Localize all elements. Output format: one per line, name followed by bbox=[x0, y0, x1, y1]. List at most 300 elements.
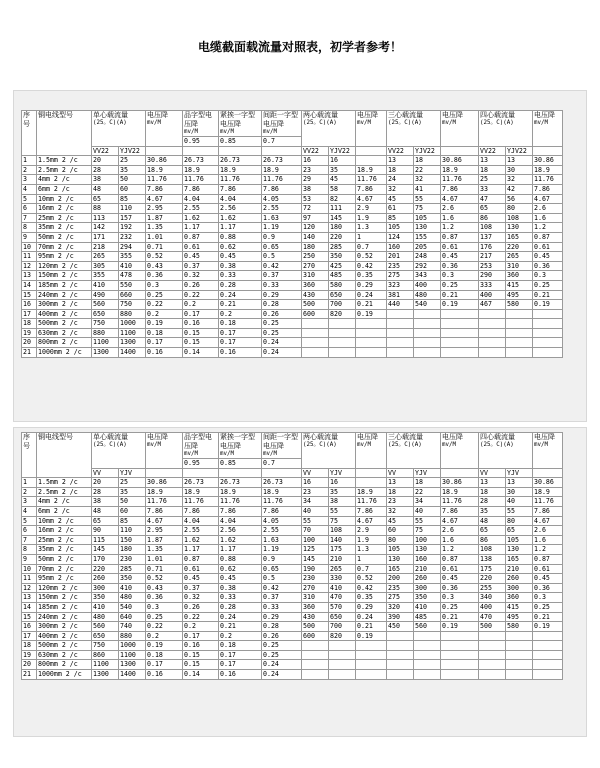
data-cell: 4.04 bbox=[183, 194, 219, 204]
data-cell: 11.76 bbox=[262, 497, 302, 507]
empty-cell bbox=[441, 468, 479, 478]
data-cell: 0.45 bbox=[441, 252, 479, 262]
data-cell bbox=[506, 328, 533, 338]
data-cell: 210 bbox=[506, 564, 533, 574]
data-cell: 1.2 bbox=[533, 545, 563, 555]
row-number: 4 bbox=[22, 184, 37, 194]
cable-model: 300mm 2 /c bbox=[37, 300, 92, 310]
table-row bbox=[22, 194, 563, 204]
data-cell: 72 bbox=[302, 204, 329, 214]
header-label: 电压降 bbox=[534, 111, 555, 119]
data-cell: 0.25 bbox=[441, 280, 479, 290]
table-row bbox=[22, 574, 563, 584]
data-cell: 485 bbox=[329, 271, 356, 281]
data-cell: 175 bbox=[479, 564, 506, 574]
type-cell: YJV22 bbox=[329, 146, 356, 156]
data-cell: 0.22 bbox=[183, 290, 219, 300]
data-cell: 0.16 bbox=[219, 670, 262, 680]
data-cell: 30.86 bbox=[441, 478, 479, 488]
row-number: 7 bbox=[22, 213, 37, 223]
data-cell: 18.9 bbox=[146, 487, 183, 497]
row-number: 10 bbox=[22, 564, 37, 574]
data-cell: 0.25 bbox=[533, 280, 563, 290]
cable-table-plain bbox=[21, 432, 563, 680]
data-cell: 2.55 bbox=[262, 526, 302, 536]
header-label: 三心载流量 bbox=[388, 111, 423, 119]
data-cell: 235 bbox=[387, 261, 414, 271]
header-unit: mv/M bbox=[357, 442, 371, 448]
data-cell: 124 bbox=[387, 232, 414, 242]
data-cell: 18.9 bbox=[219, 487, 262, 497]
data-cell: 11.76 bbox=[441, 175, 479, 185]
data-cell: 0.24 bbox=[262, 348, 302, 358]
data-cell: 0.29 bbox=[356, 602, 387, 612]
data-cell: 4.67 bbox=[146, 516, 183, 526]
data-cell: 2.56 bbox=[219, 204, 262, 214]
data-cell: 0.35 bbox=[356, 271, 387, 281]
data-cell bbox=[329, 670, 356, 680]
data-cell: 0.38 bbox=[219, 583, 262, 593]
cable-model: 1.5mm 2 /c bbox=[37, 156, 92, 166]
header-cell bbox=[92, 111, 146, 147]
data-cell: 0.3 bbox=[146, 602, 183, 612]
row-number: 19 bbox=[22, 650, 37, 660]
data-cell: 130 bbox=[414, 223, 441, 233]
data-cell: 0.37 bbox=[183, 261, 219, 271]
data-cell: 0.24 bbox=[262, 670, 302, 680]
factor-cell: 0.7 bbox=[262, 459, 302, 469]
data-cell: 25 bbox=[119, 156, 146, 166]
data-cell bbox=[506, 309, 533, 319]
data-cell: 294 bbox=[119, 242, 146, 252]
data-cell: 130 bbox=[387, 554, 414, 564]
data-cell bbox=[414, 670, 441, 680]
data-cell: 80 bbox=[506, 204, 533, 214]
data-cell: 0.15 bbox=[183, 328, 219, 338]
data-cell: 25 bbox=[479, 175, 506, 185]
data-cell: 0.9 bbox=[262, 554, 302, 564]
data-cell: 18.9 bbox=[441, 487, 479, 497]
data-cell: 55 bbox=[414, 516, 441, 526]
data-cell: 0.87 bbox=[533, 232, 563, 242]
data-cell bbox=[414, 348, 441, 358]
row-number: 6 bbox=[22, 204, 37, 214]
row-number: 19 bbox=[22, 328, 37, 338]
data-cell: 360 bbox=[506, 271, 533, 281]
data-cell: 1.63 bbox=[262, 535, 302, 545]
data-cell: 0.87 bbox=[441, 232, 479, 242]
data-cell: 700 bbox=[329, 622, 356, 632]
type-row bbox=[22, 468, 563, 478]
data-cell bbox=[533, 338, 563, 348]
data-cell: 0.37 bbox=[183, 583, 219, 593]
data-cell: 18 bbox=[479, 165, 506, 175]
data-cell: 0.33 bbox=[262, 280, 302, 290]
table-row bbox=[22, 165, 563, 175]
data-cell: 0.21 bbox=[533, 612, 563, 622]
data-cell: 0.25 bbox=[262, 319, 302, 329]
header-unit: mv/M bbox=[220, 129, 234, 135]
data-cell: 48 bbox=[92, 184, 119, 194]
data-cell: 28 bbox=[92, 165, 119, 175]
data-cell bbox=[441, 650, 479, 660]
data-cell: 145 bbox=[92, 545, 119, 555]
data-cell: 61 bbox=[387, 204, 414, 214]
data-cell: 0.21 bbox=[219, 300, 262, 310]
data-cell: 13 bbox=[506, 478, 533, 488]
data-cell: 0.21 bbox=[441, 612, 479, 622]
data-cell: 1.62 bbox=[219, 535, 262, 545]
row-number: 8 bbox=[22, 545, 37, 555]
data-cell: 880 bbox=[92, 328, 119, 338]
data-cell: 270 bbox=[302, 583, 329, 593]
data-cell bbox=[441, 338, 479, 348]
header-cell bbox=[146, 433, 183, 469]
data-cell: 75 bbox=[329, 516, 356, 526]
data-cell: 2.6 bbox=[441, 526, 479, 536]
cable-model: 70mm 2 /c bbox=[37, 242, 92, 252]
data-cell: 160 bbox=[414, 554, 441, 564]
data-cell: 0.21 bbox=[441, 290, 479, 300]
data-cell: 0.45 bbox=[183, 574, 219, 584]
cable-model: 25mm 2 /c bbox=[37, 213, 92, 223]
cable-model: 25mm 2 /c bbox=[37, 535, 92, 545]
data-cell: 165 bbox=[506, 232, 533, 242]
data-cell: 30.86 bbox=[146, 156, 183, 166]
cable-model: 630mm 2 /c bbox=[37, 650, 92, 660]
data-cell: 0.65 bbox=[262, 564, 302, 574]
data-cell: 0.29 bbox=[356, 280, 387, 290]
type-cell: YJV bbox=[119, 468, 146, 478]
header-unit: mv/M bbox=[442, 442, 456, 448]
data-cell: 7.86 bbox=[219, 506, 262, 516]
table-row bbox=[22, 564, 563, 574]
row-number: 3 bbox=[22, 175, 37, 185]
header-cell bbox=[219, 433, 262, 459]
header-unit: (25。C)(A) bbox=[388, 442, 422, 448]
header-unit: mv/M bbox=[534, 442, 548, 448]
row-number: 16 bbox=[22, 622, 37, 632]
empty-cell bbox=[219, 468, 262, 478]
data-cell bbox=[387, 309, 414, 319]
data-cell: 23 bbox=[302, 487, 329, 497]
data-cell: 20 bbox=[92, 478, 119, 488]
data-cell: 0.15 bbox=[183, 660, 219, 670]
cable-model: 150mm 2 /c bbox=[37, 271, 92, 281]
header-cell bbox=[22, 433, 37, 478]
cable-model: 150mm 2 /c bbox=[37, 593, 92, 603]
data-cell: 355 bbox=[92, 271, 119, 281]
data-cell: 0.38 bbox=[219, 261, 262, 271]
data-cell bbox=[441, 319, 479, 329]
row-number: 18 bbox=[22, 319, 37, 329]
data-cell: 20 bbox=[92, 156, 119, 166]
data-cell: 400 bbox=[479, 290, 506, 300]
type-cell: YJV22 bbox=[414, 146, 441, 156]
data-cell: 0.42 bbox=[356, 261, 387, 271]
data-cell: 500 bbox=[302, 300, 329, 310]
data-cell bbox=[387, 348, 414, 358]
table-row bbox=[22, 650, 563, 660]
data-cell: 56 bbox=[506, 194, 533, 204]
data-cell: 0.37 bbox=[262, 593, 302, 603]
data-cell: 0.3 bbox=[533, 271, 563, 281]
data-cell: 750 bbox=[92, 641, 119, 651]
data-cell: 145 bbox=[329, 213, 356, 223]
header-cell bbox=[302, 111, 356, 147]
data-cell: 253 bbox=[479, 261, 506, 271]
empty-cell bbox=[441, 146, 479, 156]
header-cell bbox=[37, 111, 92, 156]
data-cell: 480 bbox=[414, 290, 441, 300]
data-cell: 0.26 bbox=[262, 309, 302, 319]
header-row bbox=[22, 433, 563, 459]
data-cell: 0.45 bbox=[441, 574, 479, 584]
data-cell bbox=[329, 338, 356, 348]
type-cell: VV bbox=[387, 468, 414, 478]
data-cell: 108 bbox=[479, 223, 506, 233]
data-cell: 13 bbox=[479, 156, 506, 166]
data-cell: 0.52 bbox=[356, 574, 387, 584]
cable-model: 120mm 2 /c bbox=[37, 261, 92, 271]
data-cell: 11.76 bbox=[219, 175, 262, 185]
data-cell bbox=[441, 309, 479, 319]
data-cell bbox=[414, 650, 441, 660]
data-cell: 0.71 bbox=[146, 564, 183, 574]
data-cell: 1.62 bbox=[183, 213, 219, 223]
data-cell: 470 bbox=[479, 612, 506, 622]
data-cell: 740 bbox=[119, 622, 146, 632]
data-cell: 7.86 bbox=[183, 506, 219, 516]
data-cell: 16 bbox=[329, 478, 356, 488]
data-cell bbox=[329, 328, 356, 338]
data-cell: 218 bbox=[92, 242, 119, 252]
empty-cell bbox=[533, 468, 563, 478]
data-cell bbox=[356, 641, 387, 651]
data-cell: 85 bbox=[119, 194, 146, 204]
data-cell: 130 bbox=[414, 545, 441, 555]
cable-model: 16mm 2 /c bbox=[37, 526, 92, 536]
data-cell: 32 bbox=[387, 184, 414, 194]
data-cell bbox=[479, 309, 506, 319]
data-cell: 25 bbox=[119, 478, 146, 488]
header-label: 四心载流量 bbox=[480, 111, 515, 119]
header-cell bbox=[356, 433, 387, 469]
header-label: 铜电线型号 bbox=[38, 111, 73, 119]
empty-cell bbox=[146, 146, 183, 156]
data-cell: 85 bbox=[387, 213, 414, 223]
data-cell bbox=[533, 309, 563, 319]
header-unit: mv/M bbox=[263, 451, 277, 457]
data-cell: 0.2 bbox=[146, 631, 183, 641]
header-label: 铜电线型号 bbox=[38, 433, 73, 441]
data-cell: 18.9 bbox=[146, 165, 183, 175]
data-cell: 55 bbox=[506, 506, 533, 516]
data-cell bbox=[506, 338, 533, 348]
header-unit: mv/M bbox=[263, 129, 277, 135]
header-cell bbox=[22, 111, 37, 156]
data-cell: 16 bbox=[302, 156, 329, 166]
header-unit: (25。C)(A) bbox=[303, 442, 337, 448]
data-cell bbox=[329, 660, 356, 670]
data-cell bbox=[441, 328, 479, 338]
data-cell: 230 bbox=[119, 554, 146, 564]
row-number: 11 bbox=[22, 252, 37, 262]
data-cell bbox=[479, 328, 506, 338]
data-cell: 220 bbox=[479, 574, 506, 584]
cable-model: 500mm 2 /c bbox=[37, 319, 92, 329]
data-cell: 26.73 bbox=[262, 478, 302, 488]
data-cell: 4.05 bbox=[262, 194, 302, 204]
data-cell: 100 bbox=[302, 535, 329, 545]
header-cell bbox=[356, 111, 387, 147]
data-cell: 265 bbox=[329, 564, 356, 574]
data-cell: 0.25 bbox=[533, 602, 563, 612]
data-cell: 11.76 bbox=[183, 175, 219, 185]
data-cell: 1.19 bbox=[262, 223, 302, 233]
header-label: 单心载流量 bbox=[93, 433, 128, 441]
data-cell bbox=[414, 631, 441, 641]
data-cell: 26.73 bbox=[219, 156, 262, 166]
row-number: 9 bbox=[22, 232, 37, 242]
table-row bbox=[22, 319, 563, 329]
data-cell: 111 bbox=[329, 204, 356, 214]
row-number: 2 bbox=[22, 487, 37, 497]
data-cell: 0.65 bbox=[262, 242, 302, 252]
data-cell: 0.52 bbox=[146, 252, 183, 262]
data-cell: 110 bbox=[119, 526, 146, 536]
data-cell bbox=[479, 631, 506, 641]
data-cell: 18.9 bbox=[262, 165, 302, 175]
data-cell: 18.9 bbox=[533, 165, 563, 175]
data-cell: 220 bbox=[329, 232, 356, 242]
data-cell: 0.24 bbox=[262, 338, 302, 348]
data-cell: 0.43 bbox=[146, 261, 183, 271]
data-cell: 2.95 bbox=[146, 526, 183, 536]
row-number: 5 bbox=[22, 516, 37, 526]
data-cell: 171 bbox=[92, 232, 119, 242]
data-cell: 35 bbox=[329, 487, 356, 497]
empty-cell bbox=[219, 146, 262, 156]
data-cell: 1.19 bbox=[262, 545, 302, 555]
table-row bbox=[22, 506, 563, 516]
data-cell: 205 bbox=[414, 242, 441, 252]
data-cell: 330 bbox=[329, 574, 356, 584]
type-cell: YJV22 bbox=[119, 146, 146, 156]
data-cell: 440 bbox=[387, 300, 414, 310]
data-cell: 97 bbox=[302, 213, 329, 223]
data-cell: 85 bbox=[119, 516, 146, 526]
data-cell: 485 bbox=[414, 612, 441, 622]
factor-cell: 0.85 bbox=[219, 459, 262, 469]
data-cell: 650 bbox=[329, 290, 356, 300]
data-cell: 65 bbox=[479, 526, 506, 536]
data-cell bbox=[356, 328, 387, 338]
data-cell: 176 bbox=[479, 242, 506, 252]
data-cell bbox=[302, 660, 329, 670]
data-cell: 0.25 bbox=[146, 290, 183, 300]
row-number: 13 bbox=[22, 271, 37, 281]
data-cell: 260 bbox=[92, 574, 119, 584]
data-cell bbox=[506, 348, 533, 358]
data-cell: 0.7 bbox=[356, 242, 387, 252]
data-cell: 0.32 bbox=[183, 593, 219, 603]
cable-model: 240mm 2 /c bbox=[37, 290, 92, 300]
row-number: 11 bbox=[22, 574, 37, 584]
header-cell bbox=[387, 111, 441, 147]
data-cell: 0.87 bbox=[183, 232, 219, 242]
data-cell: 300 bbox=[92, 583, 119, 593]
data-cell: 0.3 bbox=[441, 593, 479, 603]
data-cell bbox=[506, 319, 533, 329]
data-cell: 430 bbox=[302, 612, 329, 622]
data-cell: 1100 bbox=[92, 660, 119, 670]
data-cell: 42 bbox=[506, 184, 533, 194]
data-cell bbox=[533, 319, 563, 329]
table-row bbox=[22, 271, 563, 281]
data-cell: 0.87 bbox=[183, 554, 219, 564]
data-cell: 0.5 bbox=[262, 574, 302, 584]
data-cell bbox=[387, 319, 414, 329]
data-cell: 0.19 bbox=[533, 622, 563, 632]
data-cell: 35 bbox=[119, 487, 146, 497]
data-cell: 210 bbox=[414, 564, 441, 574]
data-cell: 1.3 bbox=[356, 545, 387, 555]
data-cell: 65 bbox=[92, 516, 119, 526]
data-cell bbox=[387, 338, 414, 348]
data-cell: 0.42 bbox=[262, 583, 302, 593]
data-cell: 0.3 bbox=[533, 593, 563, 603]
data-cell: 18.9 bbox=[356, 165, 387, 175]
data-cell: 140 bbox=[329, 535, 356, 545]
cable-model: 1000mm 2 /c bbox=[37, 348, 92, 358]
data-cell: 0.52 bbox=[356, 252, 387, 262]
table-row bbox=[22, 213, 563, 223]
data-cell: 0.61 bbox=[183, 564, 219, 574]
data-cell: 0.3 bbox=[441, 271, 479, 281]
cable-model: 1000mm 2 /c bbox=[37, 670, 92, 680]
data-cell: 450 bbox=[387, 622, 414, 632]
data-cell: 65 bbox=[479, 204, 506, 214]
empty-cell bbox=[262, 146, 302, 156]
data-cell: 22 bbox=[414, 165, 441, 175]
data-cell: 41 bbox=[414, 184, 441, 194]
data-cell: 7.86 bbox=[146, 506, 183, 516]
cable-model: 4mm 2 /c bbox=[37, 497, 92, 507]
table-row bbox=[22, 487, 563, 497]
table-row bbox=[22, 670, 563, 680]
data-cell: 1.01 bbox=[146, 232, 183, 242]
data-cell bbox=[441, 670, 479, 680]
cable-model: 1.5mm 2 /c bbox=[37, 478, 92, 488]
header-label: 两心载流量 bbox=[303, 111, 338, 119]
header-unit: (25。C)(A) bbox=[93, 120, 127, 126]
data-cell: 467 bbox=[479, 300, 506, 310]
data-cell: 410 bbox=[414, 602, 441, 612]
row-number: 14 bbox=[22, 280, 37, 290]
data-cell: 1.6 bbox=[441, 535, 479, 545]
data-cell: 180 bbox=[119, 545, 146, 555]
header-cell bbox=[387, 433, 441, 469]
cable-model: 50mm 2 /c bbox=[37, 232, 92, 242]
data-cell bbox=[533, 348, 563, 358]
type-cell: VV bbox=[92, 468, 119, 478]
data-cell: 88 bbox=[92, 204, 119, 214]
data-cell bbox=[356, 478, 387, 488]
cable-model: 185mm 2 /c bbox=[37, 602, 92, 612]
row-number: 15 bbox=[22, 290, 37, 300]
data-cell: 1.2 bbox=[441, 223, 479, 233]
